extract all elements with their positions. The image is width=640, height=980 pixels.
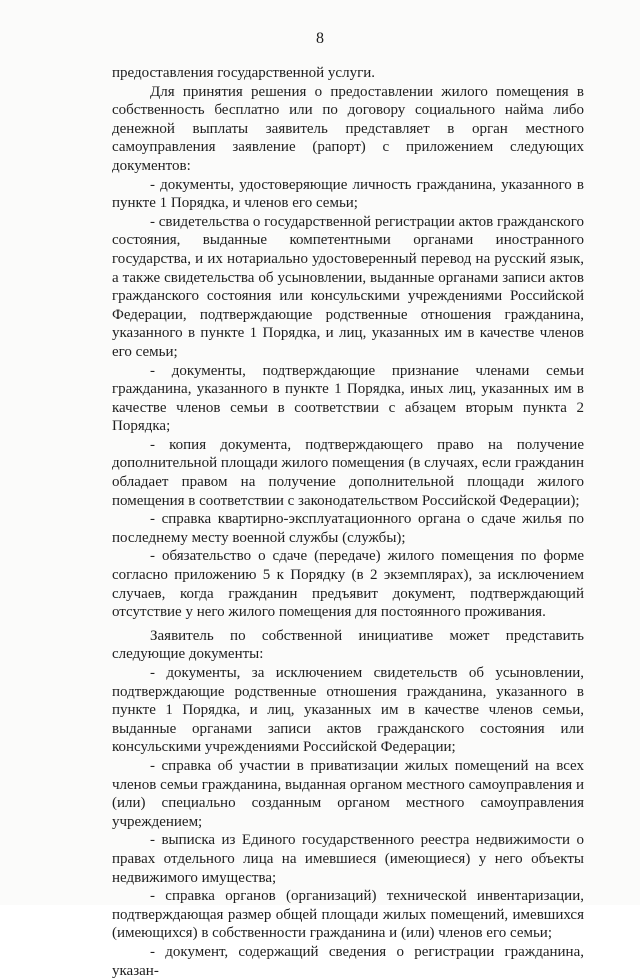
list-item-kinship-documents: - документы, за исключением свидетельств об усыновлении, подтверждающие родственные отношения гражданина, указанного в пункте 1 Порядка, и лиц, указанных им в качестве членов семьи, выданные органами записи актов гражданского состояния или консульскими учреждениями Российской Федерации; <box>112 665 584 756</box>
list-item-privatization-certificate: - справка об участии в приватизации жилых помещений на всех членов семьи гражданина, выданная органом местного самоуправления и (или) специально созданным органом местного самоуправления учреждением; <box>112 757 584 830</box>
list-item-family-member-recognition: - документы, подтверждающие признание членами семьи гражданина, указанного в пункте 1 Порядка, иных лиц, указанных им в качестве членов семьи в соответствии с абзацем вторым пункта 2 Порядка; <box>112 362 584 435</box>
list-item-real-estate-registry-extract: - выписка из Единого государственного реестра недвижимости о правах отдельного лица на имевшиеся (имеющиеся) у него объекты недвижимого имущества; <box>112 832 584 886</box>
paragraph-decision-requirements: Для принятия решения о предоставлении жилого помещения в собственность бесплатно или по договору социального найма либо денежной выплаты заявитель представляет в орган местного самоуправления заявление (рапорт) с приложением следующих документов: <box>112 83 584 174</box>
page-number: 8 <box>316 30 324 47</box>
list-item-registration-document: - документ, содержащий сведения о регистрации гражданина, указан- <box>112 943 584 979</box>
list-item-housing-handover-certificate: - справка квартирно-эксплуатационного органа о сдаче жилья по последнему месту военной службы (службы); <box>112 511 584 546</box>
paragraph-intro-continuation: предоставления государственной услуги. <box>112 65 376 81</box>
list-item-technical-inventory-certificate: - справка органов (организаций) технической инвентаризации, подтверждающая размер общей площади жилых помещений, имевшихся (имеющихся) в собственности гражданина и (или) членов его семьи; <box>112 888 584 942</box>
document-body <box>112 64 584 980</box>
list-item-civil-registration-certificates: - свидетельства о государственной регистрации актов гражданского состояния, выданные компетентными органами иностранного государства, и их нотариально удостоверенный перевод на русский язык, а также свидетельства об усыновлении, выданные органами записи актов гражданского состояния или консульскими учреждениями Российской Федерации, подтверждающие родственные отношения гражданина, указанного в пункте 1 Порядка, и лиц, указанных им в качестве членов его семьи; <box>112 213 584 360</box>
list-item-identity-documents: - документы, удостоверяющие личность гражданина, указанного в пункте 1 Порядка, и членов его семьи; <box>112 176 584 212</box>
list-item-additional-area-right: - копия документа, подтверждающего право на получение дополнительной площади жилого помещения (в случаях, если гражданин обладает правом на получение дополнительной площади жилого помещения в соответствии с законодательством Российской Федерации); <box>112 436 584 509</box>
list-item-housing-handover-obligation: - обязательство о сдаче (передаче) жилого помещения по форме согласно приложению 5 к Порядку (в 2 экземплярах), за исключением случаев, когда гражданин предъявит документ, подтверждающий отсутствие у него жилого помещения для постоянного проживания. <box>112 548 584 621</box>
paragraph-optional-documents: Заявитель по собственной инициативе может представить следующие документы: <box>112 627 584 663</box>
